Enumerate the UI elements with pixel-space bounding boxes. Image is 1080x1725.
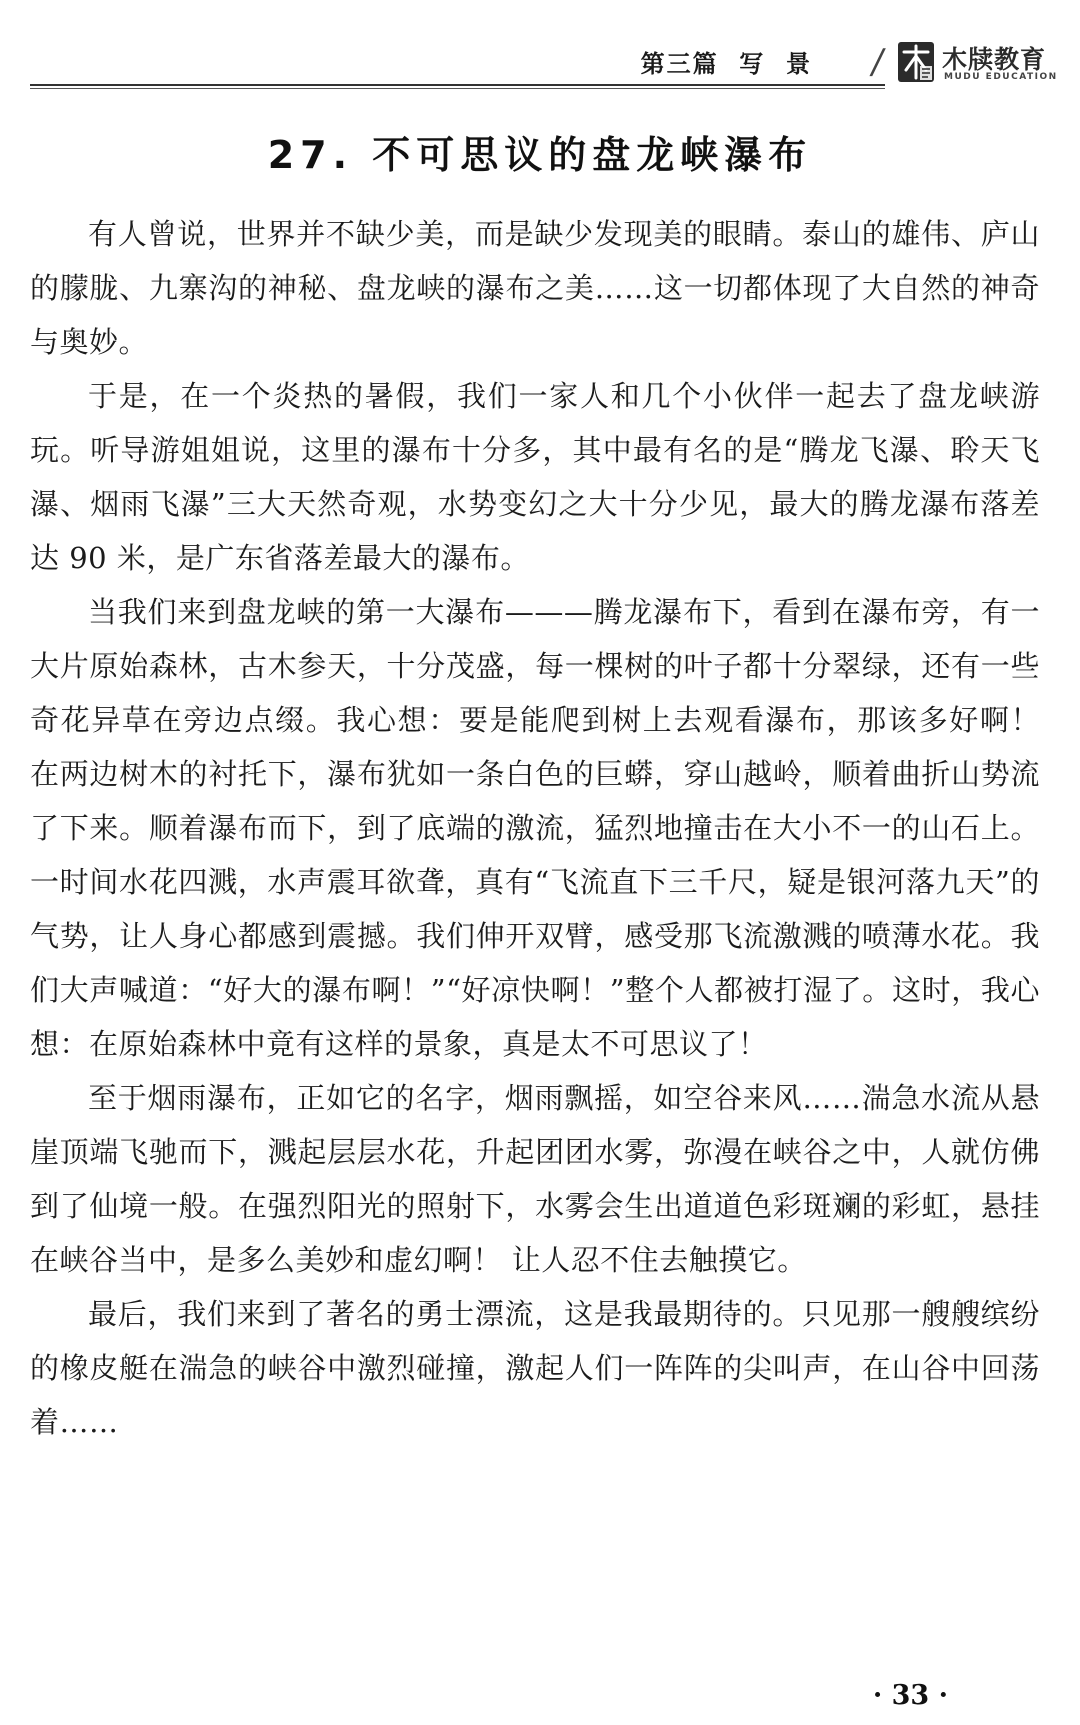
paragraph: 有人曾说，世界并不缺少美，而是缺少发现美的眼睛。泰山的雄伟、庐山的朦胧、九寨沟的神秘、盘龙峡的瀑布之美……这一切都体现了大自然的神奇与奥妙。 <box>30 217 1040 359</box>
paragraph: 当我们来到盘龙峡的第一大瀑布———腾龙瀑布下，看到在瀑布旁，有一大片原始森林，古木参天，十分茂盛，每一棵树的叶子都十分翠绿，还有一些奇花异草在旁边点缀。我心想：要是能爬到树上去观看瀑布，那该多好啊！ 在两边树木的衬托下，瀑布犹如一条白色的巨蟒，穿山越岭，顺着曲折山势流了下来。顺着瀑布而下，到了底端的激流，猛烈地撞击在大小不一的山石上。一时间水花四溅，水声震耳欲聋，真有“飞流直下三千尺，疑是银河落九天”的气势，让人身心都感到震撼。我们伸开双臂，感受那飞流激溅的喷薄水花。我们大声喊道：“好大的瀑布啊！”“好凉快啊！”整个人都被打湿了。这时，我心想：在原始森林中竟有这样的景象，真是太不可思议了！ <box>30 595 1040 1061</box>
page-number: · 33 · <box>872 1680 948 1711</box>
paragraph: 至于烟雨瀑布，正如它的名字，烟雨飘摇，如空谷来风……湍急水流从悬崖顶端飞驰而下，溅起层层水花，升起团团水雾，弥漫在峡谷之中，人就仿佛到了仙境一般。在强烈阳光的照射下，水雾会生出道道色彩斑斓的彩虹，悬挂在峡谷当中，是多么美妙和虚幻啊！ 让人忍不住去触摸它。 <box>30 1081 1040 1277</box>
running-header <box>30 38 1058 90</box>
paragraph: 最后，我们来到了著名的勇士漂流，这是我最期待的。只见那一艘艘缤纷的橡皮艇在湍急的峡谷中激烈碰撞，激起人们一阵阵的尖叫声，在山谷中回荡着…… <box>30 1297 1040 1439</box>
article-title: 27. 不可思议的盘龙峡瀑布 <box>267 133 813 177</box>
mudu-logo-icon <box>896 38 936 84</box>
article-body <box>30 207 1040 1449</box>
section-label: 第三篇 写 景 <box>640 50 812 78</box>
logo-name: 木牍教育 <box>942 45 1047 74</box>
header-rule-thin <box>30 88 885 89</box>
header-slash-divider: / <box>868 42 887 82</box>
paragraph: 于是，在一个炎热的暑假，我们一家人和几个小伙伴一起去了盘龙峡游玩。听导游姐姐说，这里的瀑布十分多，其中最有名的是“腾龙飞瀑、聆天飞瀑、烟雨飞瀑”三大天然奇观，水势变幻之大十分少见，最大的腾龙瀑布落差达 90 米，是广东省落差最大的瀑布。 <box>30 379 1040 575</box>
header-rule <box>30 84 885 86</box>
logo-subtitle: MUDU EDUCATION <box>944 72 1058 82</box>
